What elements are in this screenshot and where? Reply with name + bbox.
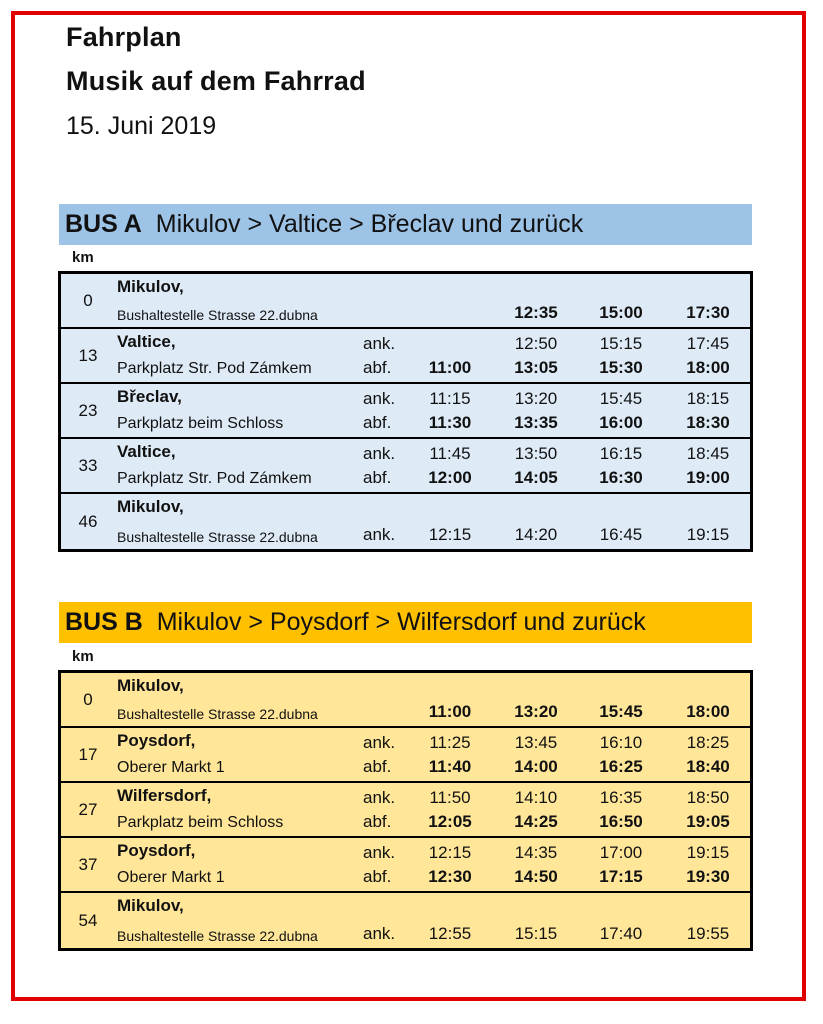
departure-time: 15:00 [599,303,643,322]
departure-time: 16:25 [599,757,643,776]
departure-marker: abf. [363,812,392,831]
departure-marker: abf. [363,358,392,377]
departure-marker: abf. [363,867,392,886]
departure-time: 14:05 [514,468,558,487]
km-value: 46 [78,511,98,531]
km-value: 37 [78,854,98,874]
arrival-marker: ank. [363,389,396,408]
arrival-time: 12:15 [428,843,472,862]
arrival-time: 14:35 [514,843,558,862]
bus-a-timetable [58,271,753,552]
stop-name: Mikulov, [117,676,184,695]
departure-time: 13:05 [514,358,558,377]
arrival-marker: ank. [363,334,396,353]
timetable-row [61,893,750,948]
departure-time: 18:00 [686,702,730,721]
departure-time: 17:30 [686,303,730,322]
departure-marker: abf. [363,413,392,432]
km-value: 23 [78,400,98,420]
departure-time: 13:20 [514,702,558,721]
arrival-time: 12:50 [514,334,558,353]
departure-time: 18:40 [686,757,730,776]
timetable-row [61,274,750,329]
bus-a-route: Mikulov > Valtice > Břeclav und zurück [155,210,584,238]
km-value: 17 [78,744,98,764]
arrival-time: 11:15 [429,389,471,408]
departure-time: 19:15 [686,525,730,544]
stop-name: Wilfersdorf, [117,786,212,805]
timetable-row [61,673,750,728]
departure-time: 15:15 [514,924,558,943]
bus-a-header [59,204,752,245]
arrival-marker: ank. [363,843,396,862]
arrival-marker: ank. [363,444,396,463]
arrival-time: 19:15 [686,843,730,862]
event-date: 15. Juni 2019 [66,112,217,140]
stop-name: Valtice, [117,442,176,461]
departure-time: 12:30 [428,867,472,886]
departure-time: 19:30 [686,867,730,886]
arrival-time: 16:35 [599,788,643,807]
stop-name: Valtice, [117,332,176,351]
departure-time: 14:25 [514,812,558,831]
bus-a-name: BUS A [65,210,142,238]
departure-time: 16:00 [599,413,643,432]
arrival-time: 15:45 [599,389,643,408]
departure-time: 18:00 [686,358,730,377]
departure-time: 12:55 [428,924,472,943]
departure-time: 12:00 [428,468,472,487]
arrival-time: 16:15 [599,444,643,463]
departure-time: 11:30 [428,413,472,432]
stop-name: Poysdorf, [117,731,196,750]
stop-location: Parkplatz Str. Pod Zámkem [117,360,312,377]
departure-time: 12:35 [514,303,558,322]
stop-location: Bushaltestelle Strasse 22.dubna [117,529,318,545]
event-title: Musik auf dem Fahrrad [66,66,366,96]
departure-marker: abf. [363,757,392,776]
departure-marker: abf. [363,468,392,487]
timetable-row [61,384,750,439]
stop-location: Oberer Markt 1 [117,869,225,886]
departure-time: 16:30 [599,468,643,487]
km-value: 33 [78,455,98,475]
departure-time: 19:05 [686,812,730,831]
departure-time: 19:55 [686,924,730,943]
departure-marker: ank. [363,924,396,943]
stop-name: Mikulov, [117,497,184,516]
stop-location: Parkplatz Str. Pod Zámkem [117,470,312,487]
departure-time: 16:45 [599,525,643,544]
departure-time: 16:50 [599,812,643,831]
arrival-time: 11:25 [429,733,471,752]
departure-time: 11:00 [428,702,472,721]
timetable-row [61,439,750,494]
departure-time: 15:45 [599,702,643,721]
stop-location: Bushaltestelle Strasse 22.dubna [117,928,318,944]
km-value: 27 [78,799,98,819]
stop-name: Poysdorf, [117,841,196,860]
arrival-time: 13:45 [514,733,558,752]
departure-time: 14:20 [514,525,558,544]
stop-name: Břeclav, [117,387,182,406]
arrival-time: 18:15 [686,389,730,408]
departure-time: 18:30 [686,413,730,432]
timetable-row [61,783,750,838]
timetable-row [61,329,750,384]
km-value: 54 [78,910,98,930]
arrival-marker: ank. [363,733,396,752]
timetable-row [61,494,750,549]
arrival-time: 14:10 [514,788,558,807]
departure-time: 12:15 [428,525,472,544]
timetable-row [61,838,750,893]
arrival-time: 17:00 [599,843,643,862]
stop-name: Mikulov, [117,896,184,915]
bus-a-km-label: km [72,249,94,266]
arrival-time: 18:50 [686,788,730,807]
page-title: Fahrplan [66,22,182,52]
departure-time: 15:30 [599,358,643,377]
stop-location: Oberer Markt 1 [117,759,225,776]
stop-location: Parkplatz beim Schloss [117,814,284,831]
departure-time: 13:35 [514,413,558,432]
arrival-time: 13:50 [514,444,558,463]
arrival-time: 17:45 [686,334,730,353]
arrival-time: 11:50 [429,788,471,807]
km-value: 13 [78,345,98,365]
arrival-time: 18:25 [686,733,730,752]
stop-name: Mikulov, [117,277,184,296]
timetable-row [61,728,750,783]
departure-marker: ank. [363,525,396,544]
arrival-time: 13:20 [514,389,558,408]
departure-time: 17:15 [599,867,643,886]
stop-location: Bushaltestelle Strasse 22.dubna [117,706,318,722]
bus-b-route: Mikulov > Poysdorf > Wilfersdorf und zurück [156,608,646,636]
arrival-marker: ank. [363,788,396,807]
departure-time: 11:40 [428,757,472,776]
departure-time: 17:40 [599,924,643,943]
bus-b-km-label: km [72,648,94,665]
stop-location: Bushaltestelle Strasse 22.dubna [117,307,318,323]
bus-b-name: BUS B [65,608,143,636]
arrival-time: 16:10 [599,733,643,752]
bus-b-header [59,602,752,643]
departure-time: 14:50 [514,867,558,886]
arrival-time: 18:45 [686,444,730,463]
stop-location: Parkplatz beim Schloss [117,415,284,432]
departure-time: 14:00 [514,757,558,776]
departure-time: 19:00 [686,468,730,487]
arrival-time: 11:45 [429,444,471,463]
km-value: 0 [83,689,93,709]
departure-time: 12:05 [428,812,472,831]
km-value: 0 [83,290,93,310]
arrival-time: 15:15 [599,334,643,353]
departure-time: 11:00 [428,358,472,377]
bus-b-timetable [58,670,753,951]
